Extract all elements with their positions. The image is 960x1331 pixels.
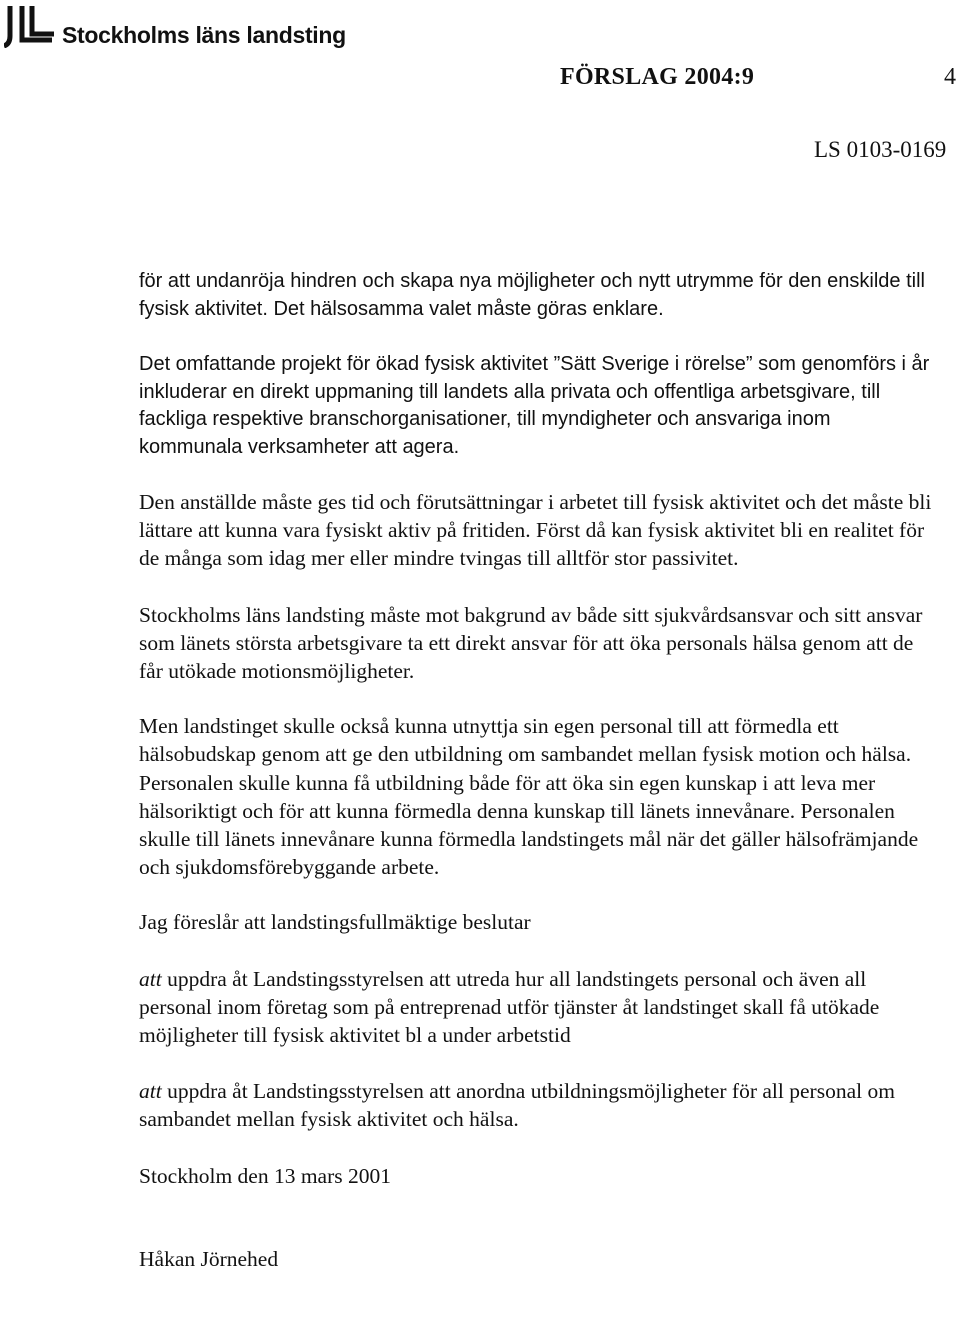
place-date: Stockholm den 13 mars 2001 [139, 1163, 392, 1188]
document-title: FÖRSLAG 2004:9 [560, 64, 755, 90]
proposal-item [139, 965, 939, 1050]
proposal-text: uppdra åt Landstingsstyrelsen att utreda hur all landstingets personal och även all personal inom företag som på entreprenad utför tjänster åt landstinget skall få utökade möjligheter till fysisk aktivitet bl a under arbetstid [139, 966, 880, 1048]
paragraph: Det omfattande projekt för ökad fysisk aktivitet ”Sätt Sverige i rörelse” som genomförs i år inkluderar en direkt uppmaning till landets alla privata och offentliga arbetsgivare, till fackliga respektive branschorganisationer, till myndigheter och ansvariga inom kommunala verksamheter att agera. [139, 353, 930, 458]
proposal-intro: Jag föreslår att landstingsfullmäktige beslutar [139, 910, 531, 935]
proposal-item [139, 1077, 939, 1133]
paragraph: för att undanröja hindren och skapa nya möjligheter och nytt utrymme för den enskilde till fysisk aktivitet. Det hälsosamma valet måste göras enklare. [139, 270, 925, 320]
org-name: Stockholms läns landsting [62, 22, 346, 48]
reference-number: LS 0103-0169 [814, 137, 947, 162]
paragraph: Men landstinget skulle också kunna utnyttja sin egen personal till att förmedla ett hälsobudskap genom att ge den utbildning om sambandet mellan fysisk motion och hälsa. Personalen skulle kunna få utbildning både för att öka sin egen kunskap i att leva mer hälsoriktigt och för att kunna förmedla denna kunskap till länets innevånare. Personalen skulle till länets innevånare kunna förmedla landstingets mål när det gäller hälsofrämjande och sjukdomsförebyggande arbete. [139, 714, 919, 880]
paragraph: Stockholms läns landsting måste mot bakgrund av både sitt sjukvårdsansvar och sitt ansvar som länets största arbetsgivare ta ett direkt ansvar för att öka personals hälsa genom att de får utökade motionsmöjligheter. [139, 602, 923, 684]
att-keyword: att [139, 966, 162, 991]
proposal-text: uppdra åt Landstingsstyrelsen att anordna utbildningsmöjligheter för all personal om sambandet mellan fysisk aktivitet och hälsa. [139, 1079, 895, 1132]
org-logo [4, 4, 346, 48]
signature: Håkan Jörnehed [139, 1246, 279, 1271]
page-number: 4 [944, 64, 956, 90]
att-keyword: att [139, 1079, 162, 1104]
sll-logo-mark-icon [4, 6, 54, 48]
document-body [139, 267, 939, 1273]
paragraph: Den anställde måste ges tid och förutsättningar i arbetet till fysisk aktivitet och det måste bli lättare att kunna vara fysiskt aktiv på fritiden. Först då kan fysisk aktivitet bli en realitet för de många som idag mer eller mindre tvingas till alltför stor passivitet. [139, 490, 932, 571]
